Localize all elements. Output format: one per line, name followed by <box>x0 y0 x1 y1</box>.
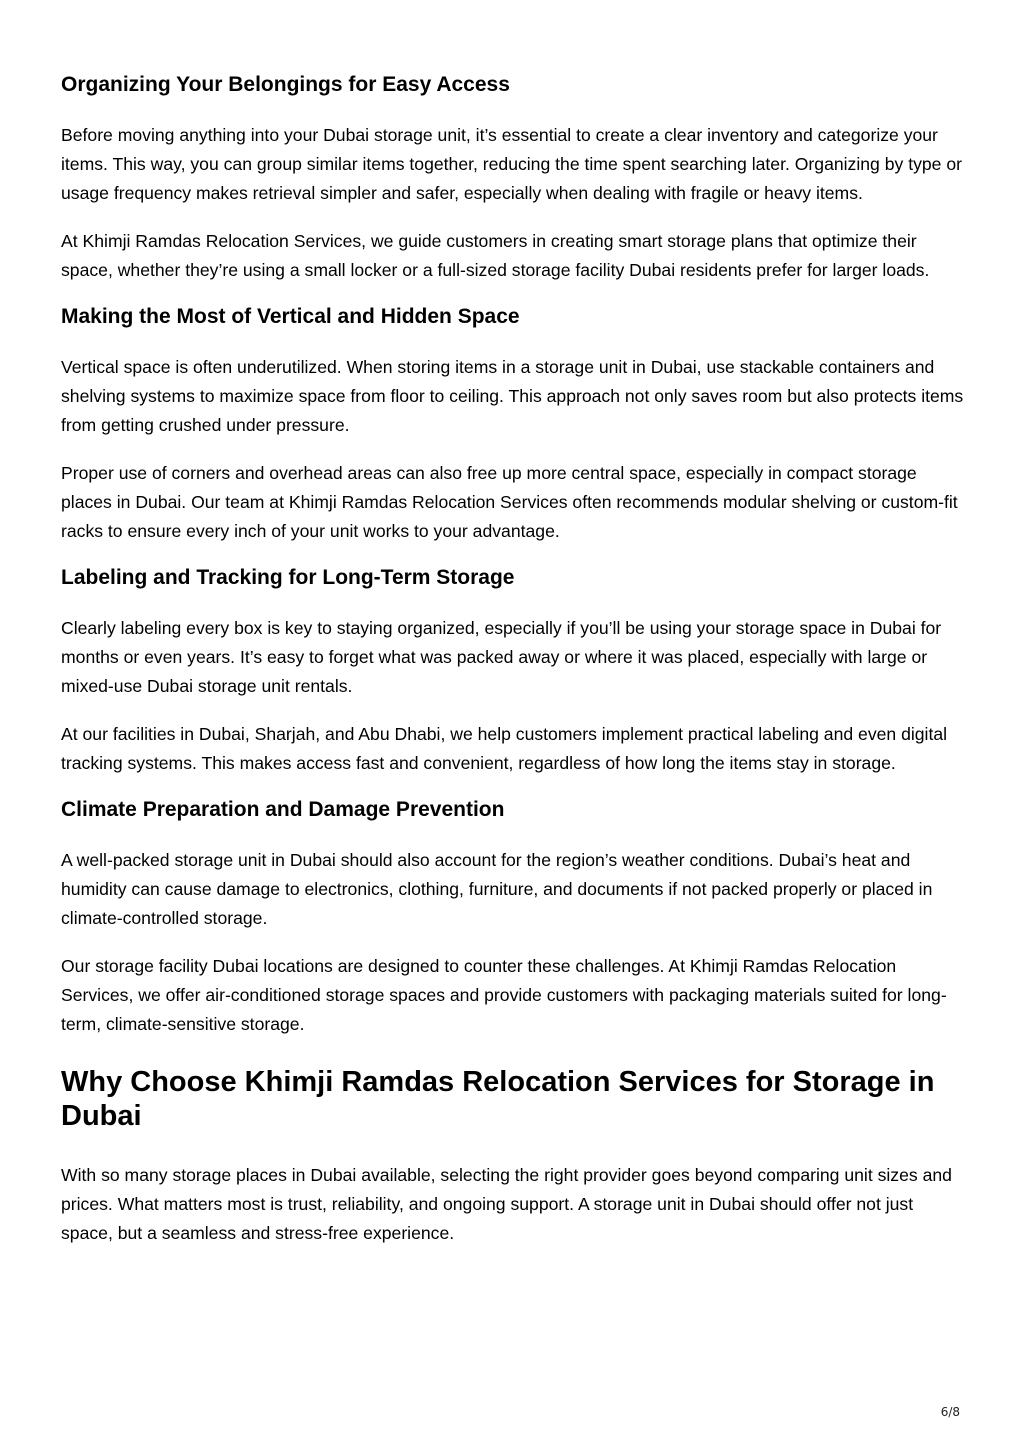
why-choose-paragraph: With so many storage places in Dubai available, selecting the right provider goes beyond comparing unit sizes and prices. What matters most is trust, reliability, and ongoing support. A storage unit in Dubai should offer not just space, but a seamless and stress-free experience. <box>61 1165 952 1243</box>
paragraph-organizing-1: Before moving anything into your Dubai storage unit, it’s essential to create a clear inventory and categorize your items. This way, you can group similar items together, reducing the time spent searching later. Organizing by type or usage frequency makes retrieval simpler and safer, especially when dealing with fragile or heavy items. <box>61 125 962 203</box>
section-heading-labeling: Labeling and Tracking for Long-Term Storage <box>61 566 515 589</box>
paragraph-vertical-space-2: Proper use of corners and overhead areas can also free up more central space, especially in compact storage places in Dubai. Our team at Khimji Ramdas Relocation Services often recommends modular shelving or custom-fit racks to ensure every inch of your unit works to your advantage. <box>61 463 958 541</box>
section-heading-climate: Climate Preparation and Damage Prevention <box>61 798 505 821</box>
section-heading-organizing: Organizing Your Belongings for Easy Access <box>61 73 510 96</box>
page-number: 6/8 <box>940 1405 960 1419</box>
paragraph-organizing-2: At Khimji Ramdas Relocation Services, we guide customers in creating smart storage plans that optimize their space, whether they’re using a small locker or a full-sized storage facility Dubai residents prefer for larger loads. <box>61 231 930 280</box>
paragraph-vertical-space-1: Vertical space is often underutilized. When storing items in a storage unit in Dubai, use stackable containers and shelving systems to maximize space from floor to ceiling. This approach not only saves room but also protects items from getting crushed under pressure. <box>61 357 964 435</box>
section-heading-vertical-space: Making the Most of Vertical and Hidden Space <box>61 305 520 328</box>
paragraph-labeling-2: At our facilities in Dubai, Sharjah, and Abu Dhabi, we help customers implement practical labeling and even digital tracking systems. This makes access fast and convenient, regardless of how long the items stay in storage. <box>61 724 948 773</box>
paragraph-climate-2: Our storage facility Dubai locations are designed to counter these challenges. At Khimji Ramdas Relocation Services, we offer air-conditioned storage spaces and provide customers with packaging materials suited for long-term, climate-sensitive storage. <box>61 956 947 1034</box>
why-choose-heading: Why Choose Khimji Ramdas Relocation Services for Storage in Dubai <box>61 1066 935 1132</box>
paragraph-climate-1: A well-packed storage unit in Dubai should also account for the region’s weather conditions. Dubai’s heat and humidity can cause damage to electronics, clothing, furniture, and documents if not packed properly or placed in climate-controlled storage. <box>61 850 933 928</box>
document-page <box>61 58 965 1248</box>
paragraph-labeling-1: Clearly labeling every box is key to staying organized, especially if you’ll be using your storage space in Dubai for months or even years. It’s easy to forget what was packed away or where it was placed, especially with large or mixed-use Dubai storage unit rentals. <box>61 618 942 696</box>
